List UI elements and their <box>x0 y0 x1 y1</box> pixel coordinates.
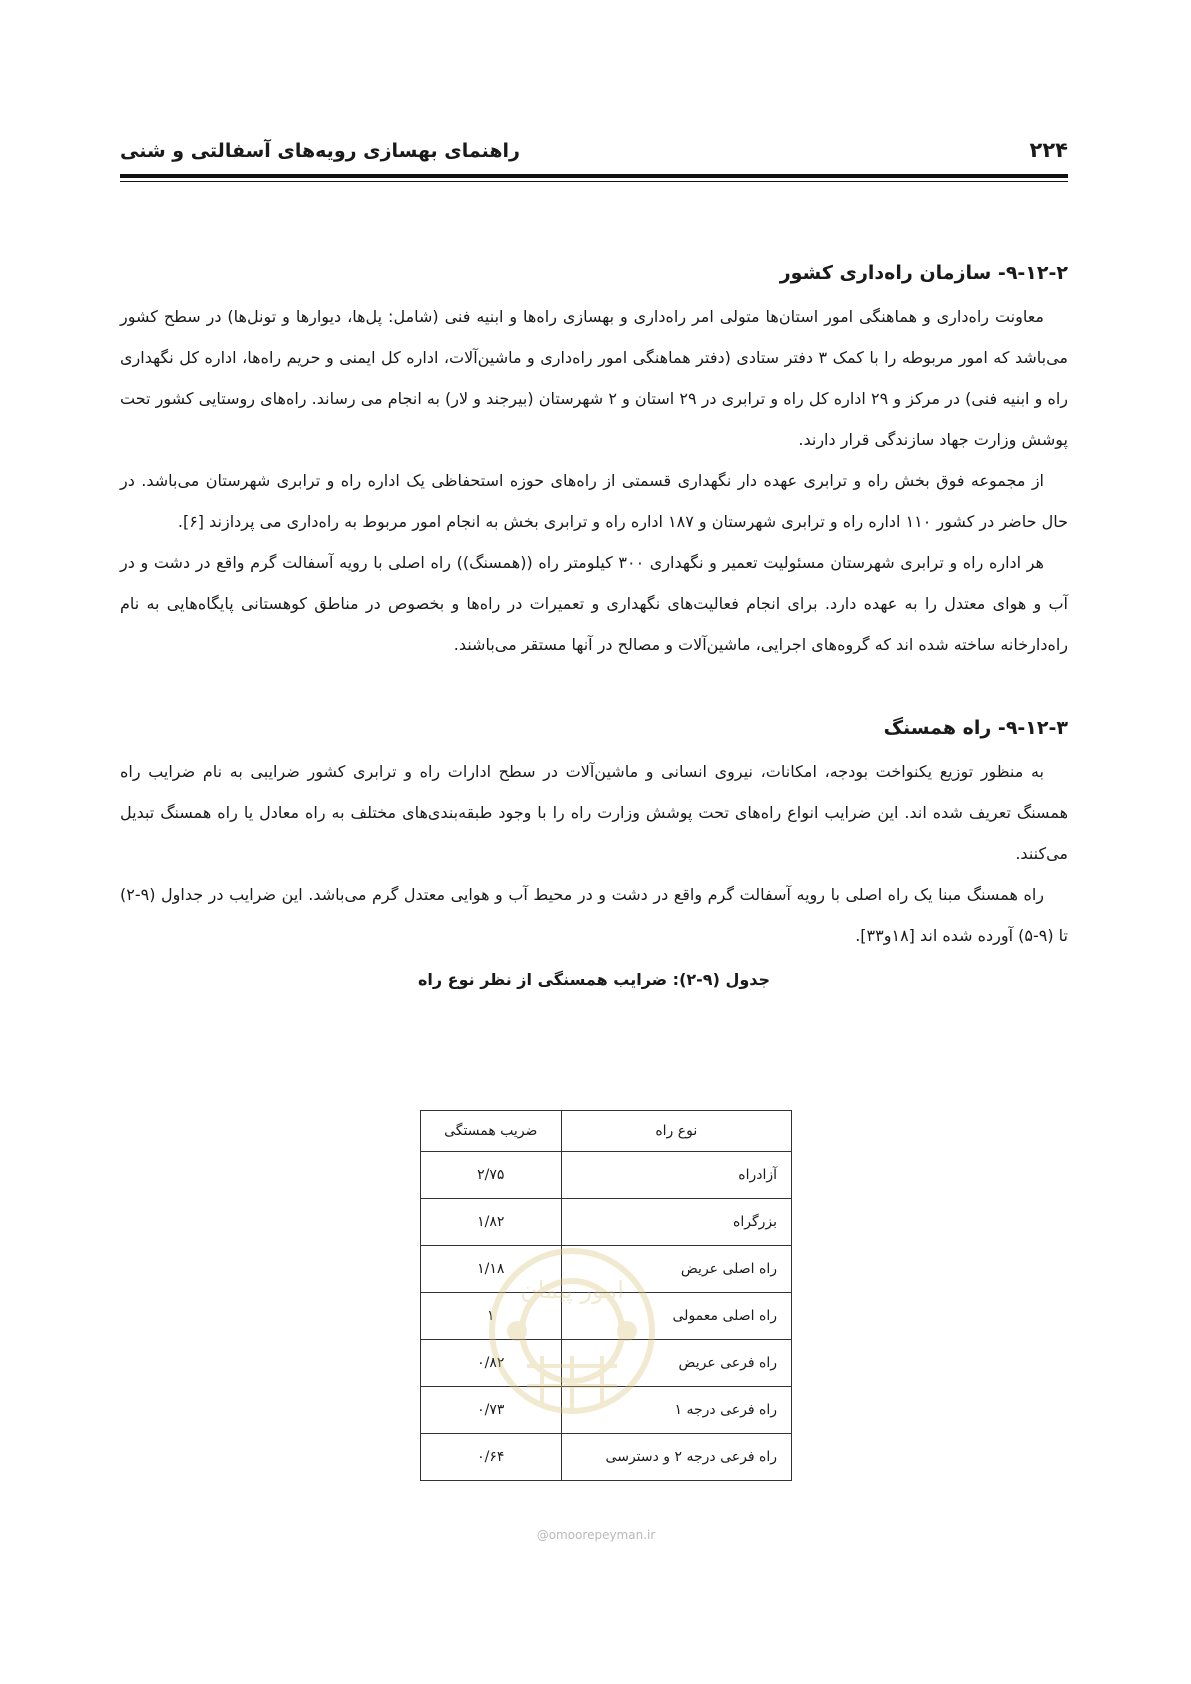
table-row <box>421 1199 792 1246</box>
table-row <box>421 1340 792 1387</box>
road-type-cell: راه فرعی عریض <box>561 1340 791 1387</box>
watermark-site: @omoorepeyman.ir <box>536 1528 656 1542</box>
book-title: راهنمای بهسازی رویه‌های آسفالتی و شنی <box>120 140 520 162</box>
paragraph: راه همسنگ مبنا یک راه اصلی با رویه آسفالت گرم واقع در دشت و در محیط آب و هوایی معتدل گرم می‌باشد. این ضرایب در جداول (۹-۲) تا (۹-۵) آورده شده اند [۱۸و۳۳]. <box>120 885 1068 945</box>
road-type-cell: راه اصلی عریض <box>561 1246 791 1293</box>
coefficient-cell: ۱ <box>421 1293 562 1340</box>
running-header <box>120 138 1068 162</box>
section-title-equivalent-road: ۹-۱۲-۳- راه همسنگ <box>883 717 1068 739</box>
road-type-cell: آزادراه <box>561 1152 791 1199</box>
coefficient-cell: ۰/۶۴ <box>421 1434 562 1481</box>
table-header-row <box>421 1111 792 1152</box>
road-type-cell: راه اصلی معمولی <box>561 1293 791 1340</box>
coefficient-cell: ۱/۸۲ <box>421 1199 562 1246</box>
column-header-road-type: نوع راه <box>561 1111 791 1152</box>
coefficient-cell: ۰/۷۳ <box>421 1387 562 1434</box>
table-row <box>421 1434 792 1481</box>
section-title-road-maintenance-org: ۹-۱۲-۲- سازمان راه‌داری کشور <box>779 262 1068 284</box>
page-body <box>120 258 1068 989</box>
road-type-cell: راه فرعی درجه ۲ و دسترسی <box>561 1434 791 1481</box>
coefficient-cell: ۲/۷۵ <box>421 1152 562 1199</box>
coefficient-table <box>420 1110 792 1481</box>
road-type-cell: راه فرعی درجه ۱ <box>561 1387 791 1434</box>
paragraph: از مجموعه فوق بخش راه و ترابری عهده دار نگهداری قسمتی از راه‌های حوزه استحفاظی یک اداره راه و ترابری شهرستان می‌باشد. در حال حاضر در کشور ۱۱۰ اداره راه و ترابری شهرستان و ۱۸۷ اداره راه و ترابری بخش به انجام امور مربوط به راه‌داری می پردازند [۶]. <box>120 471 1068 531</box>
table-caption: جدول (۹-۲): ضرایب همسنگی از نظر نوع راه <box>417 970 771 989</box>
road-type-cell: بزرگراه <box>561 1199 791 1246</box>
coefficient-cell: ۰/۸۲ <box>421 1340 562 1387</box>
page-number: ۲۲۴ <box>1029 138 1068 162</box>
paragraph: به منظور توزیع یکنواخت بودجه، امکانات، نیروی انسانی و ماشین‌آلات در سطح ادارات راه و ترابری کشور ضرایبی به نام ضرایب راه همسنگ تعریف شده اند. این ضرایب انواع راه‌های تحت پوشش وزارت راه را با وجود طبقه‌بندی‌های مختلف به راه معادل یا راه همسنگ تبدیل می‌کنند. <box>120 762 1068 863</box>
paragraph: معاونت راه‌داری و هماهنگی امور استان‌ها متولی امر راه‌داری و بهسازی راه‌ها و ابنیه فنی (شامل: پل‌ها، دیوارها و تونل‌ها) در سطح کشور می‌باشد که امور مربوطه را با کمک ۳ دفتر ستادی (دفتر هماهنگی امور راه‌داری و ماشین‌آلات، اداره کل ایمنی و حریم راه‌ها، اداره کل نگهداری راه و ابنیه فنی) در مرکز و ۲۹ اداره کل راه و ترابری در ۲۹ استان و ۲ شهرستان (بیرجند و لار) به انجام می رساند. راه‌های روستایی کشور تحت پوشش وزارت جهاد سازندگی قرار دارند. <box>120 307 1069 449</box>
table-row <box>421 1387 792 1434</box>
header-rule-thick <box>120 174 1068 178</box>
column-header-coefficient: ضریب همستگی <box>421 1111 562 1152</box>
watermark-logo-text: امور پیمان <box>520 1276 624 1304</box>
paragraph: هر اداره راه و ترابری شهرستان مسئولیت تعمیر و نگهداری ۳۰۰ کیلومتر راه ((همسنگ)) راه اصلی با رویه آسفالت گرم واقع در دشت و در آب و هوای معتدل را به عهده دارد. برای انجام فعالیت‌های نگهداری و تعمیرات در راه‌ها و بخصوص در مناطق کوهستانی پایگاه‌هایی به نام راه‌دارخانه ساخته شده اند که گروه‌های اجرایی، ماشین‌آلات و مصالح در آنها مستقر می‌باشند. <box>120 553 1068 654</box>
header-rule-thin <box>120 181 1068 182</box>
table-row <box>421 1246 792 1293</box>
table-row <box>421 1293 792 1340</box>
table-row <box>421 1152 792 1199</box>
coefficient-cell: ۱/۱۸ <box>421 1246 562 1293</box>
